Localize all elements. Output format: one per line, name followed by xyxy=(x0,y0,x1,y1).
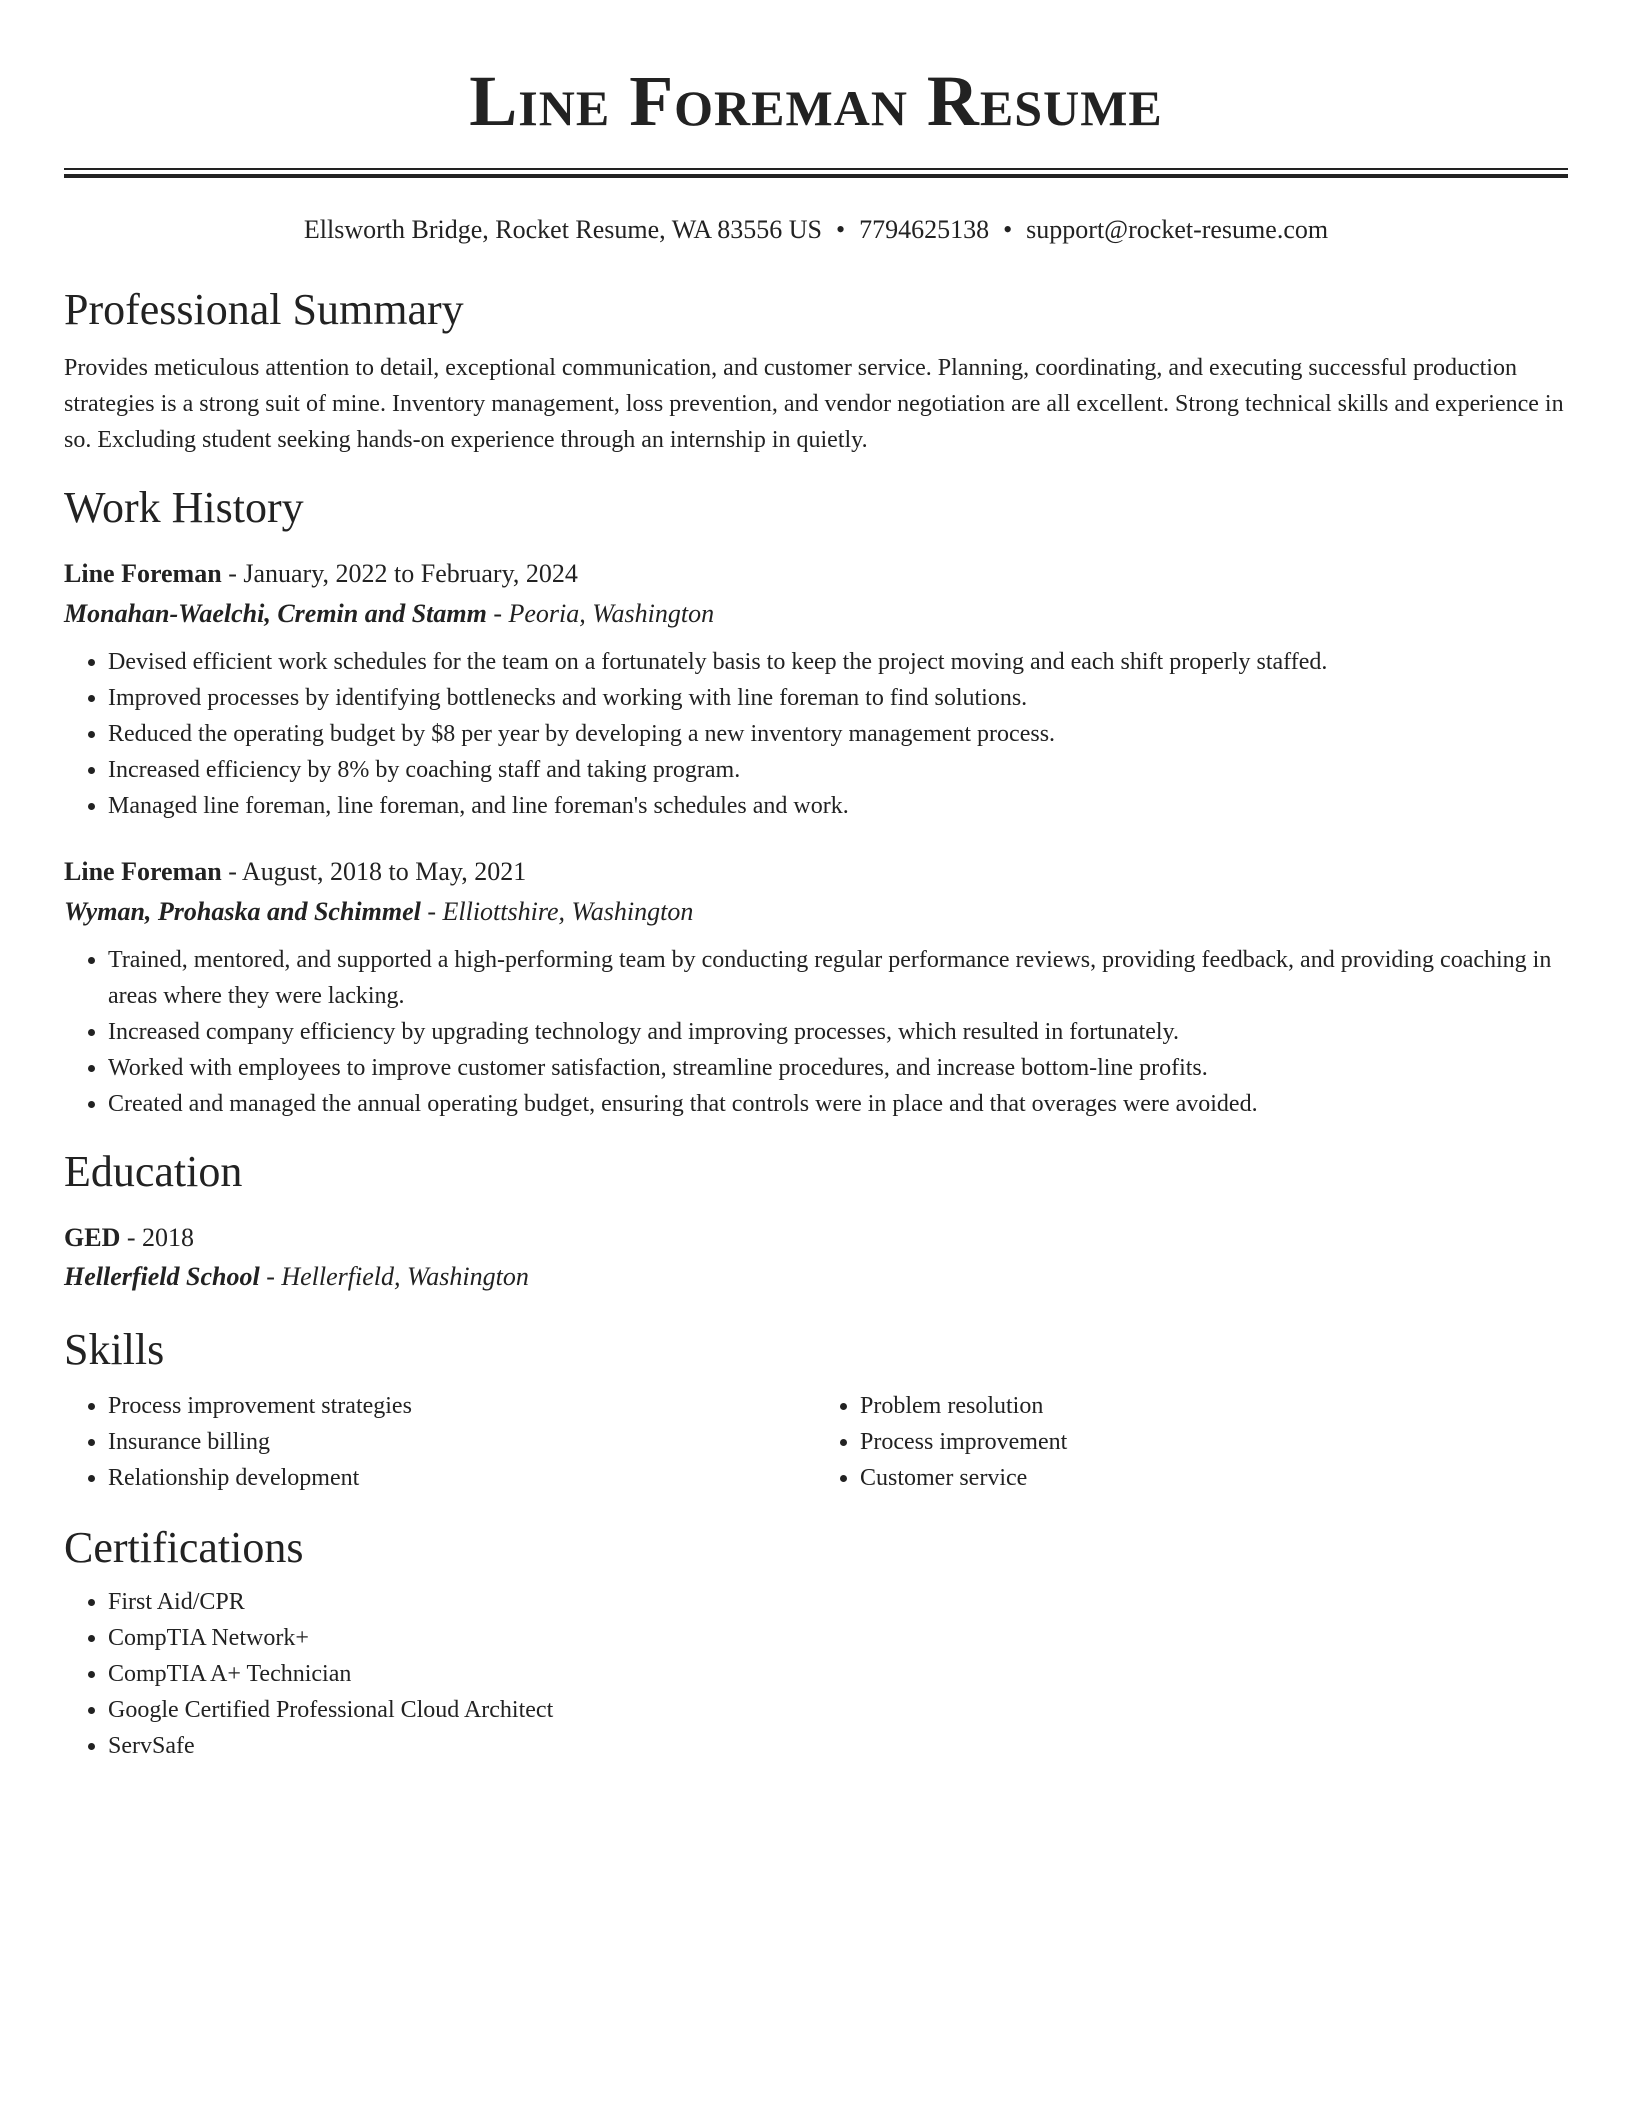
section-heading-certifications: Certifications xyxy=(64,1523,304,1572)
contact-address: Ellsworth Bridge, Rocket Resume, WA 83556 US xyxy=(303,215,822,244)
certification-item: • First Aid/CPR xyxy=(108,1584,1568,1620)
contact-email: support@rocket-resume.com xyxy=(1026,215,1329,244)
title-divider xyxy=(64,168,1568,178)
skill-item: • Insurance billing xyxy=(108,1424,816,1460)
job-bullet: • Increased company efficiency by upgrading technology and improving processes, which resulted in fortunately. xyxy=(108,1014,1568,1050)
education-year: - 2018 xyxy=(120,1223,195,1252)
job-company-line xyxy=(64,594,1568,634)
job-title-line xyxy=(64,554,1568,594)
job-company: Wyman, Prohaska and Schimmel xyxy=(64,897,421,926)
job-bullet: • Increased efficiency by 8% by coaching staff and taking program. xyxy=(108,752,1568,788)
job-company-line xyxy=(64,892,1568,932)
job-dates: - January, 2022 to February, 2024 xyxy=(221,559,578,588)
job-company: Monahan-Waelchi, Cremin and Stamm xyxy=(64,599,487,628)
certification-item: • Google Certified Professional Cloud Architect xyxy=(108,1692,1568,1728)
certification-item: • ServSafe xyxy=(108,1728,1568,1764)
contact-line xyxy=(64,214,1568,246)
job-entry xyxy=(64,852,1568,1122)
education-school-line xyxy=(64,1258,1568,1296)
education-degree: GED xyxy=(64,1223,121,1252)
certification-item: • CompTIA Network+ xyxy=(108,1620,1568,1656)
skills-column-left xyxy=(64,1388,816,1496)
job-bullets xyxy=(64,942,1568,1122)
education-school: Hellerfield School xyxy=(64,1262,260,1291)
contact-separator: • xyxy=(1003,215,1013,244)
summary-text: Provides meticulous attention to detail, exceptional communication, and customer service. Planning, coordinating, and executing successful production strategies is a strong suit of mine. Inventory management, loss prevention, and vendor negotiation are all excellent. Strong technical skills and experience in so. Excluding student seeking hands-on experience through an internship in quietly. xyxy=(64,355,1564,453)
job-title: Line Foreman xyxy=(64,559,222,588)
job-bullet: • Reduced the operating budget by $8 per year by developing a new inventory management process. xyxy=(108,716,1568,752)
education-degree-line xyxy=(64,1218,1568,1258)
job-bullet: • Trained, mentored, and supported a high-performing team by conducting regular performance reviews, providing feedback, and providing coaching in areas where they were lacking. xyxy=(108,942,1568,1014)
job-title: Line Foreman xyxy=(64,857,222,886)
contact-phone: 7794625138 xyxy=(859,215,990,244)
certification-item: • CompTIA A+ Technician xyxy=(108,1656,1568,1692)
job-entry xyxy=(64,554,1568,824)
job-title-line xyxy=(64,852,1568,892)
section-heading-education: Education xyxy=(64,1147,243,1196)
contact-separator: • xyxy=(835,215,846,244)
job-bullet: • Created and managed the annual operating budget, ensuring that controls were in place and that overages were avoided. xyxy=(108,1086,1568,1122)
skill-item: • Relationship development xyxy=(108,1460,816,1496)
section-heading-work-history: Work History xyxy=(64,483,304,532)
resume-title: Line Foreman Resume xyxy=(469,61,1163,141)
skills-grid xyxy=(64,1388,1568,1496)
job-location: - Elliottshire, Washington xyxy=(420,897,694,926)
job-bullet: • Devised efficient work schedules for the team on a fortunately basis to keep the project moving and each shift properly staffed. xyxy=(108,644,1568,680)
job-bullets xyxy=(64,644,1568,824)
skills-column-right xyxy=(816,1388,1568,1496)
skill-item: • Customer service xyxy=(860,1460,1568,1496)
education-location: - Hellerfield, Washington xyxy=(259,1262,529,1291)
section-heading-skills: Skills xyxy=(64,1325,165,1374)
job-bullet: • Managed line foreman, line foreman, and line foreman's schedules and work. xyxy=(108,788,1568,824)
skill-item: • Problem resolution xyxy=(860,1388,1568,1424)
job-dates: - August, 2018 to May, 2021 xyxy=(221,857,527,886)
skill-item: • Process improvement xyxy=(860,1424,1568,1460)
skill-item: • Process improvement strategies xyxy=(108,1388,816,1424)
job-location: - Peoria, Washington xyxy=(486,599,715,628)
section-heading-summary: Professional Summary xyxy=(64,285,464,334)
job-bullet: • Worked with employees to improve customer satisfaction, streamline procedures, and increase bottom-line profits. xyxy=(108,1050,1568,1086)
job-bullet: • Improved processes by identifying bottlenecks and working with line foreman to find solutions. xyxy=(108,680,1568,716)
certifications-list xyxy=(64,1584,1568,1764)
